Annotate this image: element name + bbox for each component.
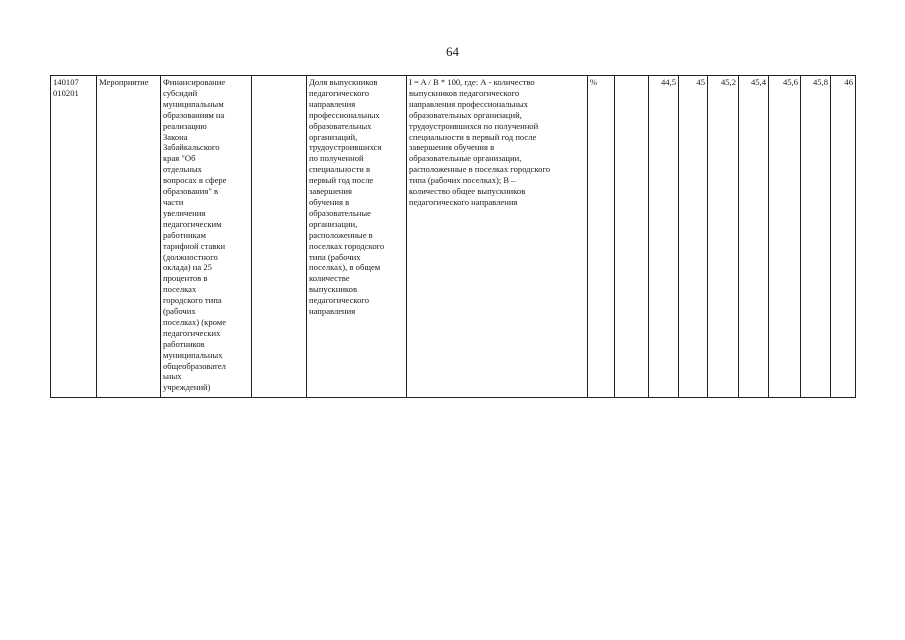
- row-value-3: 45,2: [708, 76, 739, 398]
- row-blank-cell: [615, 76, 649, 398]
- row-value-2: 45: [679, 76, 708, 398]
- row-formula-cell: [407, 76, 588, 398]
- row-name-cell: [161, 76, 252, 398]
- row-value-1: 44,5: [649, 76, 679, 398]
- row-empty-cell: [252, 76, 307, 398]
- row-code: 140107 010201: [53, 77, 79, 98]
- row-formula: I = A / B * 100, где: А - количество выпускников педагогического направления профессиональных образовательных организаций, трудоустроившихся по полученной специальности в первый год после завершения обучения в образовательные организации, расположенные в поселках городского типа (рабочих поселках); В – количество общее выпускников педагогического направления: [409, 77, 551, 207]
- page-number: 64: [446, 44, 459, 59]
- row-value-4: 45,4: [739, 76, 769, 398]
- program-table: [50, 75, 856, 398]
- row-value-5: 45,6: [769, 76, 801, 398]
- row-type: Мероприятие: [99, 77, 149, 87]
- row-value-6: 45,8: [801, 76, 831, 398]
- table-row: [51, 76, 856, 398]
- row-indicator-cell: [307, 76, 407, 398]
- row-type-cell: [97, 76, 161, 398]
- row-value-7: 46: [831, 76, 856, 398]
- row-indicator: Доля выпускников педагогического направления профессиональных образовательных организаций, трудоустроившихся по полученной специальности в первый год после завершения обучения в образовательные организации, расположенные в поселках городского типа (рабочих поселках), в общем количестве выпускников педагогического направления: [309, 77, 385, 317]
- row-name: Финансирование субсидий муниципальным образованиям на реализацию Закона Забайкальского края "Об отдельных вопросах в сфере образования" в части увеличения педагогическим работникам тарифной ставки (должностного оклада) на 25 процентов в поселках городского типа (рабочих поселках) (кроме педагогических работников муниципальных общеобразовател ьных учреждений): [163, 77, 227, 393]
- row-code-cell: [51, 76, 97, 398]
- row-unit-cell: [588, 76, 615, 398]
- row-unit: %: [590, 77, 598, 87]
